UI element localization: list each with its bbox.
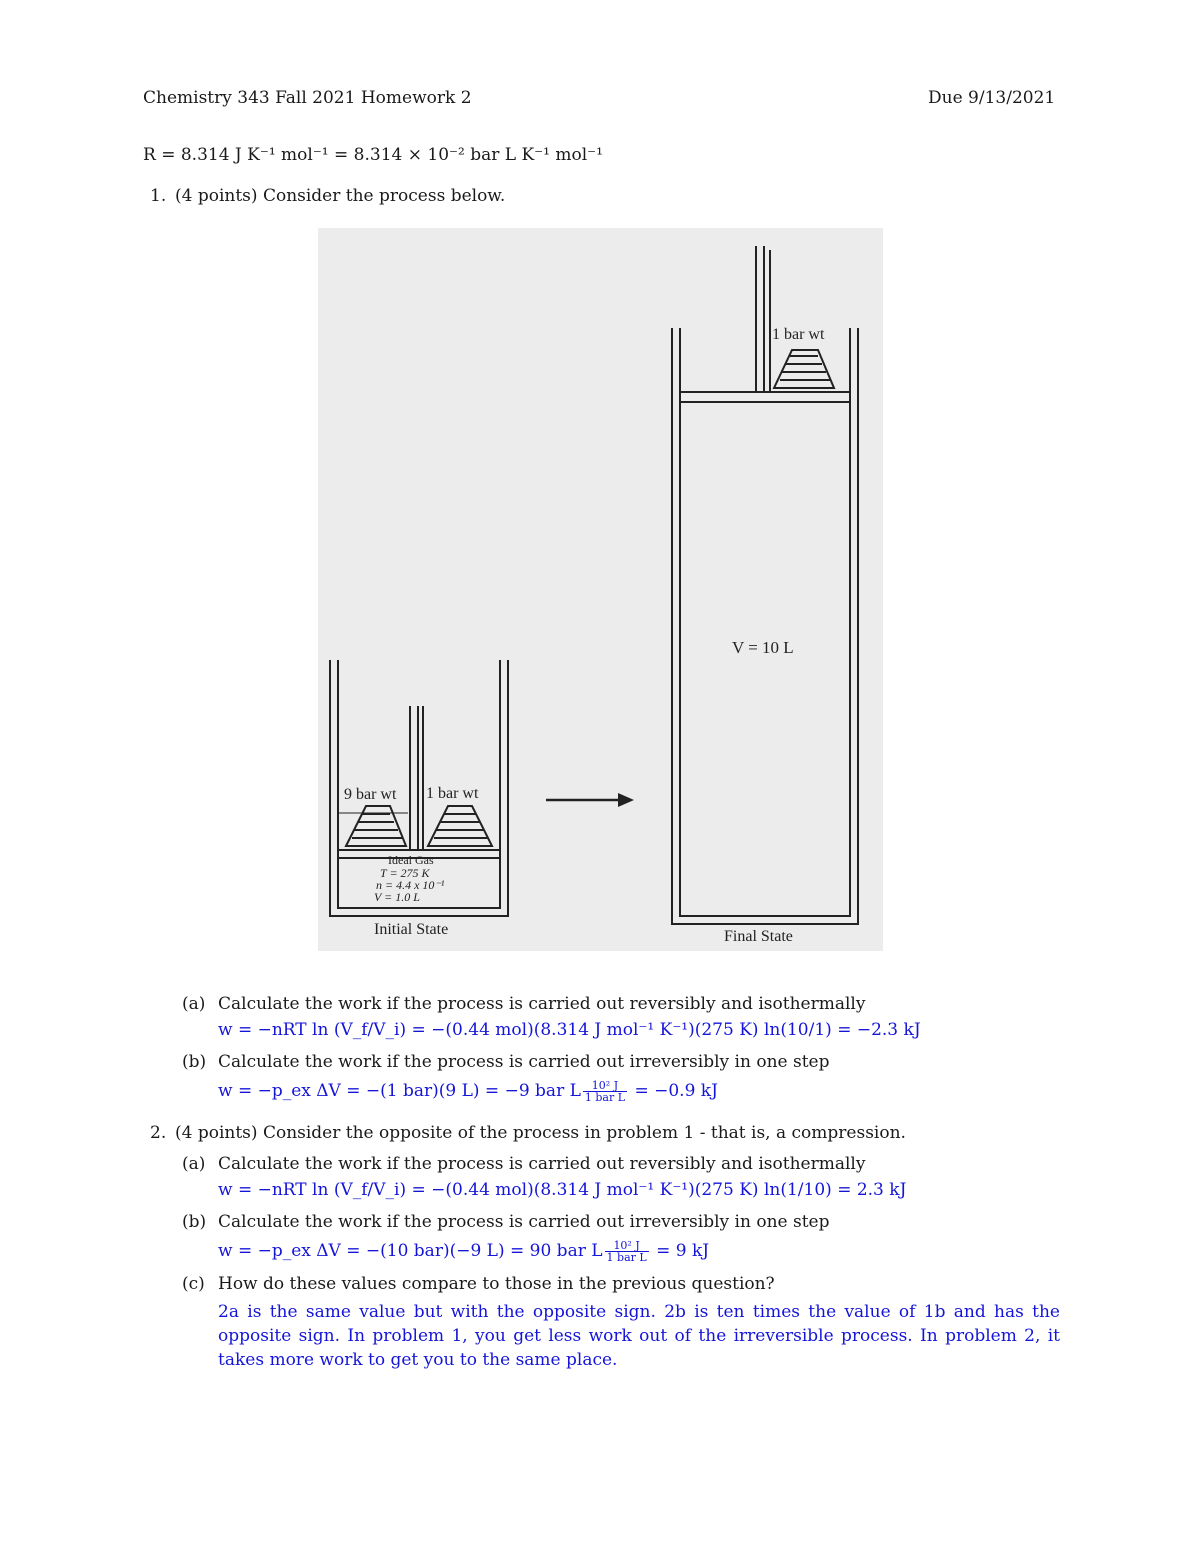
p2b-answer (218, 1240, 709, 1263)
problem-2-prompt: (4 points) Consider the opposite of the process in problem 1 - that is, a compression. (175, 1123, 906, 1143)
p2b-answer-lhs: w = −p_ex ΔV = −(10 bar)(−9 L) = 90 bar L (218, 1241, 603, 1261)
problem-2-number: 2. (150, 1123, 167, 1143)
p2a-answer: w = −nRT ln (V_f/V_i) = −(0.44 mol)(8.314 J mol⁻¹ K⁻¹)(275 K) ln(1/10) = 2.3 kJ (218, 1180, 907, 1200)
problem-1-number: 1. (150, 186, 167, 206)
p1b-label: (b) (182, 1052, 207, 1072)
final-cylinder-inner-wall (680, 328, 850, 916)
p2b-answer-rhs: = 9 kJ (656, 1241, 710, 1261)
p2b-question: Calculate the work if the process is carried out irreversibly in one step (218, 1212, 830, 1232)
p1b-question: Calculate the work if the process is carried out irreversibly in one step (218, 1052, 830, 1072)
p1b-conversion-fraction (583, 1080, 627, 1103)
gas-constant-line: R = 8.314 J K⁻¹ mol⁻¹ = 8.314 × 10⁻² bar L K⁻¹ mol⁻¹ (143, 145, 603, 165)
p2a-label: (a) (182, 1154, 206, 1174)
piston-process-figure (318, 228, 883, 951)
initial-state-caption: Initial State (374, 921, 449, 938)
p1a-label: (a) (182, 994, 206, 1014)
p2c-question: How do these values compare to those in the previous question? (218, 1274, 775, 1294)
gas-moles: n = 4.4 x 10⁻¹ (376, 878, 445, 892)
p1b-answer (218, 1080, 718, 1103)
final-cylinder-outer-wall (672, 328, 858, 924)
final-piston (680, 392, 850, 402)
gas-title: Ideal Gas (388, 853, 434, 867)
p2b-frac-den: 1 bar L (606, 1251, 647, 1264)
p2b-frac-num: 10² J (605, 1240, 649, 1252)
process-arrow (546, 793, 634, 807)
initial-weight-right (428, 806, 492, 846)
p2b-label: (b) (182, 1212, 207, 1232)
p2c-answer: 2a is the same value but with the opposite sign. 2b is ten times the value of 1b and has the opposite sign. In problem 1, you get less work out of the irreversible process. In problem 2, it takes more work to get you to the same place. (218, 1302, 1060, 1370)
p2b-conversion-fraction (605, 1240, 649, 1263)
problem-1-prompt: (4 points) Consider the process below. (175, 186, 506, 206)
final-volume-label: V = 10 L (732, 638, 794, 657)
gas-volume: V = 1.0 L (374, 890, 420, 904)
gas-temperature: T = 275 K (380, 866, 430, 880)
final-weight-label: 1 bar wt (772, 326, 825, 343)
p2c-label: (c) (182, 1274, 205, 1294)
p1a-answer: w = −nRT ln (V_f/V_i) = −(0.44 mol)(8.314 J mol⁻¹ K⁻¹)(275 K) ln(10/1) = −2.3 kJ (218, 1020, 921, 1040)
p2a-question: Calculate the work if the process is carried out reversibly and isothermally (218, 1154, 866, 1174)
document-title: Chemistry 343 Fall 2021 Homework 2 (143, 88, 472, 108)
initial-weight-right-label: 1 bar wt (426, 785, 479, 802)
p1b-frac-den: 1 bar L (584, 1091, 626, 1104)
due-date: Due 9/13/2021 (928, 88, 1056, 108)
initial-weight-left-label: 9 bar wt (344, 786, 397, 803)
p1b-answer-rhs: = −0.9 kJ (634, 1081, 718, 1101)
p1b-frac-num: 10² J (583, 1080, 627, 1092)
p1b-answer-lhs: w = −p_ex ΔV = −(1 bar)(9 L) = −9 bar L (218, 1081, 581, 1101)
initial-weight-left (346, 806, 406, 846)
p1a-question: Calculate the work if the process is carried out reversibly and isothermally (218, 994, 866, 1014)
final-state-caption: Final State (724, 928, 793, 945)
